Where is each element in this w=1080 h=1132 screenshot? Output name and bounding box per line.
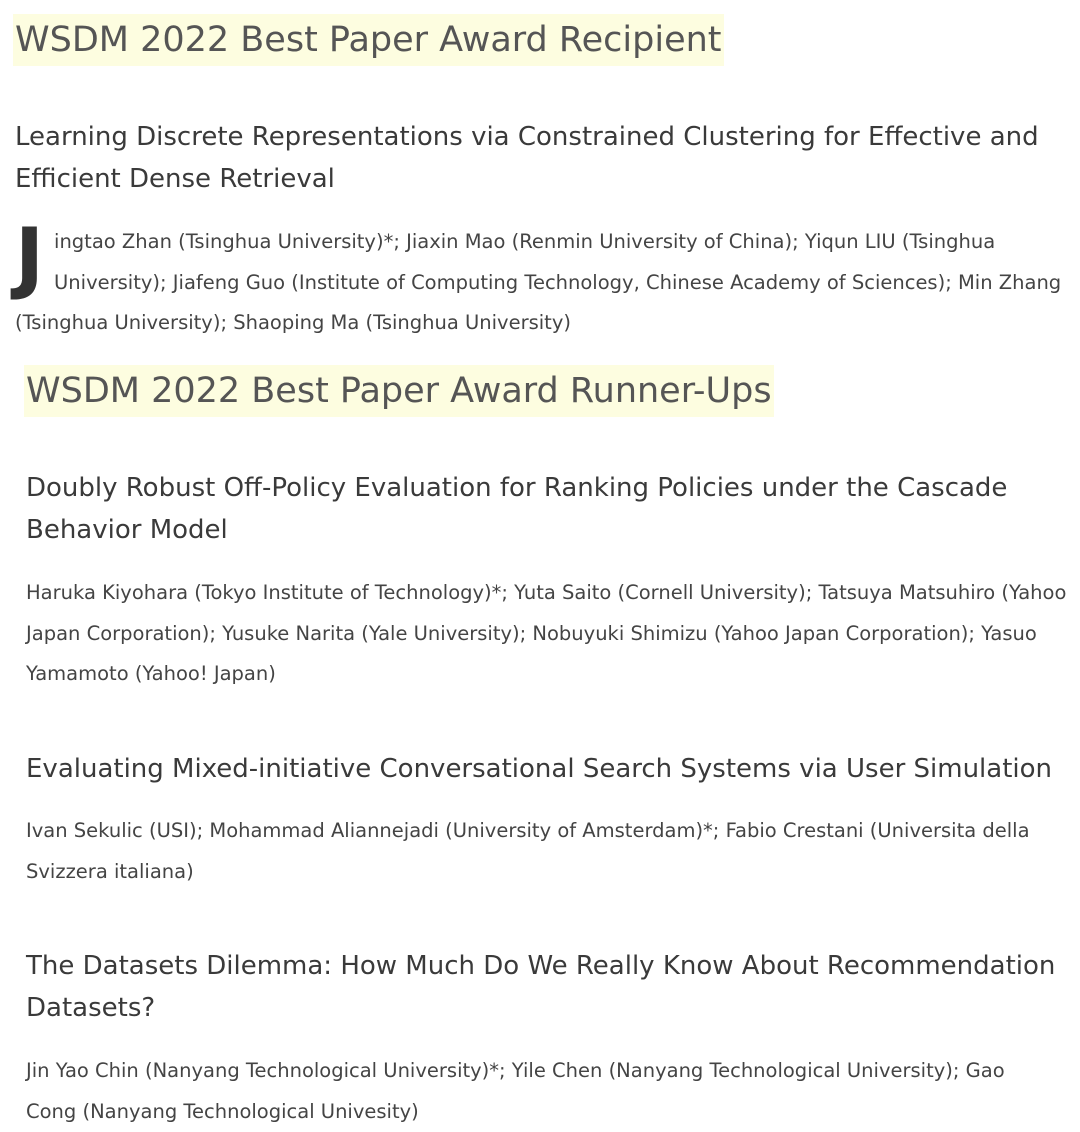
runner-up-paper-authors: Ivan Sekulic (USI); Mohammad Aliannejadi (University of Amsterdam)*; Fabio Crestani (Universita della Svizzera italiana) <box>26 819 1030 883</box>
runner-up-paper-authors: Haruka Kiyohara (Tokyo Institute of Technology)*; Yuta Saito (Cornell University); Tatsuya Matsuhiro (Yahoo Japan Corporation); Yusuke Narita (Yale University); Nobuyuki Shimizu (Yahoo Japan Corporation); Yasuo Yamamoto (Yahoo! Japan) <box>26 581 1067 685</box>
recipient-paper-title: Learning Discrete Representations via Constrained Clustering for Effective and Efficient Dense Retrieval <box>15 122 1039 194</box>
runner-up-paper-authors: Jin Yao Chin (Nanyang Technological University)*; Yile Chen (Nanyang Technological University); Gao Cong (Nanyang Technological Univesity) <box>26 1059 1005 1123</box>
recipient-paper-authors <box>15 213 1075 344</box>
recipient-authors-text: ingtao Zhan (Tsinghua University)*; Jiaxin Mao (Renmin University of China); Yiqun LIU (Tsinghua University); Jiafeng Guo (Institute of Computing Technology, Chinese Academy of Sciences); Min Zhang (Tsinghua University); Shaoping Ma (Tsinghua University) <box>15 230 1062 334</box>
runner-up-paper-title: The Datasets Dilemma: How Much Do We Really Know About Recommendation Datasets? <box>26 951 1056 1023</box>
runner-up-paper-title: Doubly Robust Off-Policy Evaluation for Ranking Policies under the Cascade Behavior Model <box>26 473 1008 545</box>
recipient-section-heading: WSDM 2022 Best Paper Award Recipient <box>13 14 724 66</box>
runner-up-paper-title: Evaluating Mixed-initiative Conversational Search Systems via User Simulation <box>26 754 1053 784</box>
runner-ups-section-heading: WSDM 2022 Best Paper Award Runner-Ups <box>24 365 774 417</box>
authors-dropcap: J <box>15 213 45 303</box>
